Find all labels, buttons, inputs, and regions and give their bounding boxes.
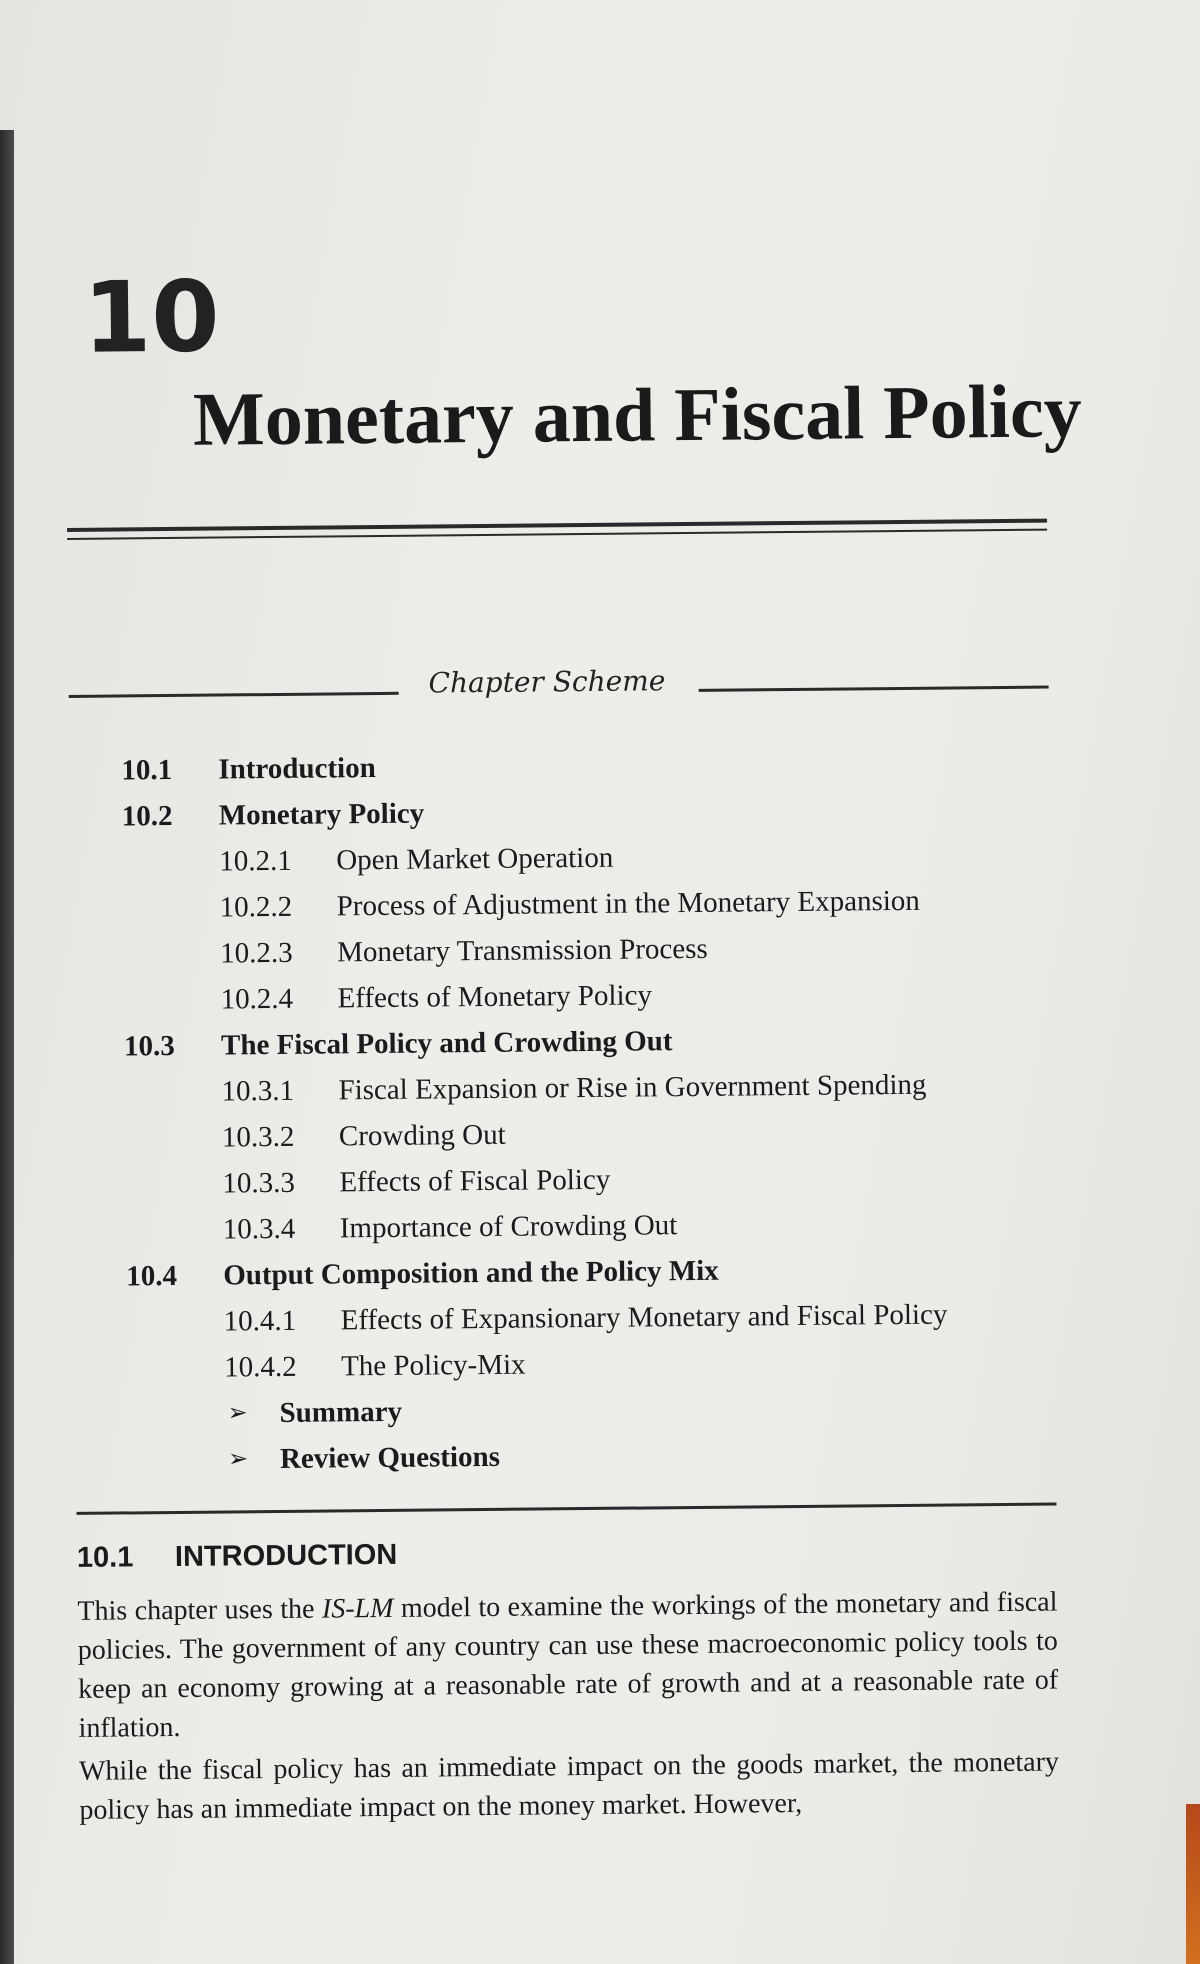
toc-label: Process of Adjustment in the Monetary Expansion <box>336 884 920 923</box>
scheme-bottom-rule <box>77 1503 1057 1515</box>
toc-label: The Policy-Mix <box>340 1348 526 1383</box>
toc-number: 10.3.2 <box>221 1120 295 1154</box>
toc-number: 10.4 <box>126 1259 178 1293</box>
toc-label: Open Market Operation <box>336 841 614 877</box>
toc-label: Output Composition and the Policy Mix <box>223 1254 719 1292</box>
toc-number: 10.4.1 <box>223 1304 297 1338</box>
toc-number: 10.3.3 <box>222 1166 296 1200</box>
toc-number: 10.2.1 <box>219 844 292 878</box>
arrow-bullet-icon: ➢ <box>227 1446 249 1473</box>
toc-label: Introduction <box>218 752 376 786</box>
toc-label: Summary <box>279 1395 403 1429</box>
toc-number: 10.3.1 <box>221 1074 295 1108</box>
toc-label: Monetary Transmission Process <box>337 932 708 969</box>
chapter-scheme-list <box>121 739 1056 1484</box>
scheme-rule-right <box>699 686 1049 692</box>
toc-label: Monetary Policy <box>218 797 425 832</box>
toc-label: Crowding Out <box>338 1118 506 1153</box>
toc-number: 10.2.2 <box>219 890 293 924</box>
model-name: IS-LM <box>321 1592 394 1625</box>
chapter-title: Monetary and Fiscal Policy <box>192 369 1083 462</box>
toc-label: Review Questions <box>279 1440 501 1475</box>
section-body <box>77 1583 1059 1834</box>
toc-label: Effects of Monetary Policy <box>337 979 653 1015</box>
book-spine <box>0 130 14 1964</box>
toc-number: 10.2 <box>121 799 173 833</box>
toc-extra-review-questions <box>128 1429 1056 1484</box>
chapter-number: 10 <box>82 260 220 376</box>
paragraph-text: This chapter uses the <box>77 1593 323 1627</box>
toc-number: 10.2.4 <box>220 982 294 1016</box>
page-content <box>62 0 1083 1964</box>
toc-number: 10.3.4 <box>222 1212 296 1246</box>
book-cover-edge <box>1186 1804 1200 1964</box>
paragraph <box>77 1583 1058 1748</box>
chapter-scheme-title: Chapter Scheme <box>428 664 666 700</box>
section-title: INTRODUCTION <box>174 1538 398 1573</box>
toc-number: 10.3 <box>123 1029 175 1063</box>
toc-number: 10.2.3 <box>220 936 293 970</box>
section-heading <box>77 1539 398 1575</box>
paragraph-text: model to examine the workings of the monetary and fiscal policies. The government of any country can use these macroeconomic policy tools to keep an economy growing at a reasonable rate of growth and at a reasonable rate of inflation. <box>77 1586 1059 1744</box>
paragraph: While the fiscal policy has an immediate impact on the goods market, the monetary policy has an immediate impact on the money market. However, <box>78 1746 1060 1826</box>
toc-number: 10.1 <box>121 753 173 787</box>
arrow-bullet-icon: ➢ <box>227 1400 248 1427</box>
section-number: 10.1 <box>76 1541 134 1574</box>
toc-label: Fiscal Expansion or Rise in Government Spending <box>338 1068 927 1107</box>
chapter-scheme-header <box>68 651 1049 720</box>
toc-label: Effects of Fiscal Policy <box>339 1163 611 1199</box>
toc-label: Effects of Expansionary Monetary and Fiscal Policy <box>340 1298 948 1337</box>
toc-number: 10.4.2 <box>223 1350 297 1384</box>
scheme-rule-left <box>69 692 399 698</box>
toc-label: The Fiscal Policy and Crowding Out <box>220 1025 673 1062</box>
toc-label: Importance of Crowding Out <box>339 1209 678 1245</box>
